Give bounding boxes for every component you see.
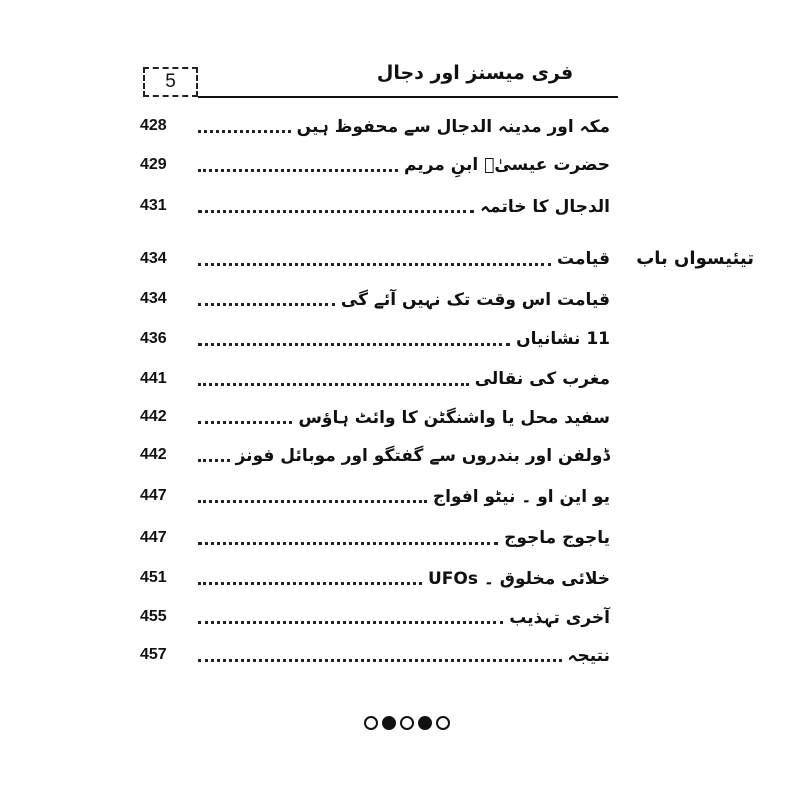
- toc-title: قیامت: [557, 249, 610, 269]
- toc-page-number: 442: [140, 408, 167, 425]
- leader-dots: [198, 303, 335, 306]
- leader-dots: [198, 383, 469, 386]
- leader-dots: [198, 659, 562, 662]
- toc-entry: [140, 561, 610, 595]
- leader-dots: [198, 421, 292, 424]
- leader-dots: [198, 582, 422, 585]
- toc-entry: [140, 600, 610, 634]
- toc-title: یو این او ۔ نیٹو افواج: [432, 486, 610, 507]
- toc-title: ڈولفن اور بندروں سے گفتگو اور موبائل فونز: [235, 445, 610, 466]
- toc-entry: [140, 438, 610, 472]
- leader-dots: [198, 263, 551, 266]
- toc-page-number: 441: [140, 370, 167, 387]
- toc-page-number: 451: [140, 569, 167, 586]
- toc-title: حضرت عیسیٰؑ ابنِ مریم: [404, 155, 610, 175]
- footer-ornament: [364, 716, 450, 730]
- toc-entry: [140, 362, 610, 396]
- toc-entry: [140, 400, 610, 434]
- toc-page-number: 434: [140, 250, 167, 267]
- leader-dots: [198, 343, 510, 346]
- toc-title: سفید محل یا واشنگٹن کا وائٹ ہاؤس: [298, 407, 610, 428]
- leader-dots: [198, 210, 474, 213]
- toc-page-number: 447: [140, 529, 167, 546]
- toc-page-number: 429: [140, 156, 167, 173]
- toc-entry: [140, 148, 610, 182]
- leader-dots: [198, 169, 398, 172]
- running-header-title: فری میسنز اور دجال: [376, 62, 574, 84]
- ornament-dot: [418, 716, 432, 730]
- toc-title: نتیجہ: [567, 645, 610, 666]
- leader-dots: [198, 500, 427, 503]
- toc-page-number: 447: [140, 487, 167, 504]
- toc-page-number: 457: [140, 646, 167, 663]
- toc-page-number: 455: [140, 608, 167, 625]
- ornament-ring: [436, 716, 450, 730]
- toc-page-number: 442: [140, 446, 167, 463]
- toc-title: خلائی مخلوق ۔ UFOs: [427, 568, 610, 589]
- toc-entry: [140, 521, 610, 555]
- ornament-dot: [382, 716, 396, 730]
- leader-dots: [198, 621, 503, 624]
- toc-title: مغرب کی نقالی: [474, 369, 610, 389]
- toc-entry: [140, 479, 610, 513]
- toc-entry: [140, 322, 610, 356]
- toc-entry: [140, 242, 610, 276]
- page-number: 5: [165, 71, 176, 92]
- leader-dots: [198, 130, 291, 133]
- toc-entry: [140, 189, 610, 223]
- toc-title: الدجال کا خاتمہ: [480, 196, 610, 217]
- toc-page-number: 434: [140, 290, 167, 307]
- chapter-label: تیئیسواں باب: [636, 248, 754, 269]
- ornament-ring: [364, 716, 378, 730]
- toc-title: مکہ اور مدینہ الدجال سے محفوظ ہیں: [296, 116, 610, 137]
- toc-title: 11 نشانیاں: [516, 329, 610, 349]
- leader-dots: [198, 459, 230, 462]
- toc-page-number: 428: [140, 117, 167, 134]
- toc-page-number: 431: [140, 197, 167, 214]
- toc-title: یاجوج ماجوج: [504, 528, 610, 548]
- toc-entry: [140, 109, 610, 143]
- toc-title: قیامت اس وقت تک نہیں آئے گی: [340, 289, 610, 310]
- ornament-ring: [400, 716, 414, 730]
- toc-page-number: 436: [140, 330, 167, 347]
- leader-dots: [198, 542, 498, 545]
- toc-entry: [140, 638, 610, 672]
- toc-entry: [140, 282, 610, 316]
- toc-title: آخری تہذیب: [509, 607, 610, 628]
